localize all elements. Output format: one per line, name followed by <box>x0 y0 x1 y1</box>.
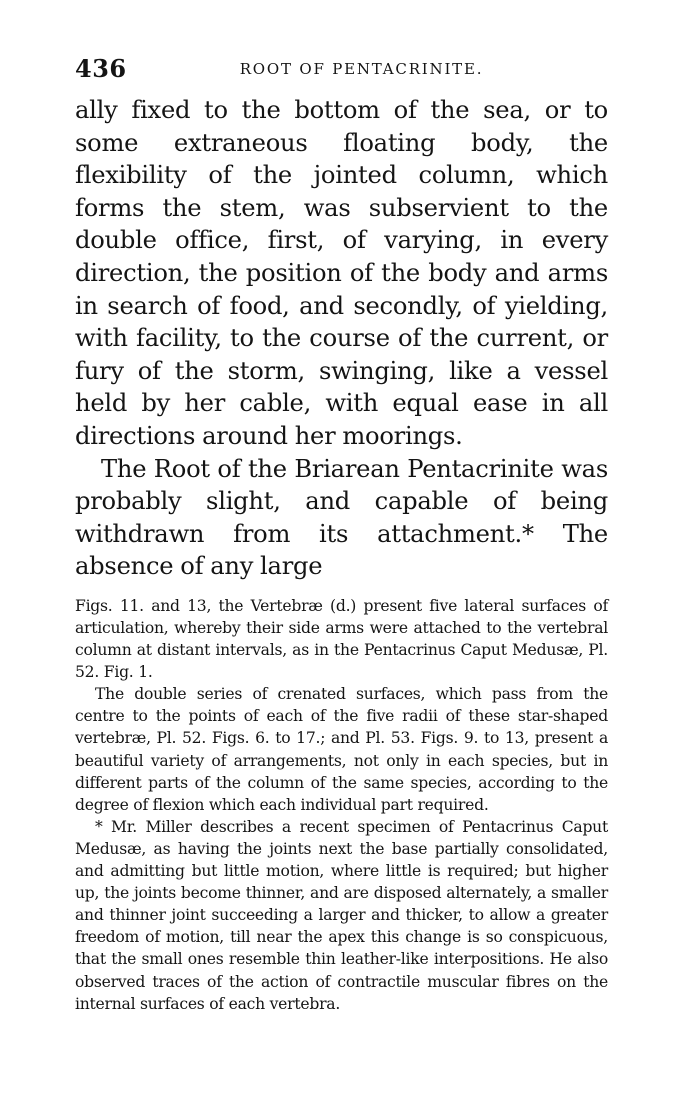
footnote-crenated-surfaces: The double series of crenated surfaces, which pass from the centre to the points of each of the five radii of these star-shaped vertebræ, Pl. 52. Figs. 6. to 17.; and Pl. 53. Figs. 9. to 13, present a beautiful variety of arrangements, not only in each species, but in different parts of the column of the same species, according to the degree of flexion which each individual part required. <box>75 685 608 814</box>
main-text <box>75 94 608 583</box>
footnotes <box>75 595 608 1015</box>
body-paragraph-root: The Root of the Briarean Pentacrinite was probably slight, and capable of being withdrawn from its attachment.* The absence of any large <box>75 454 608 581</box>
running-head <box>75 52 608 92</box>
footnote-miller: * Mr. Miller describes a recent specimen of Pentacrinus Caput Medusæ, as having the joints next the base partially consolidated, and admitting but little motion, where little is required; but higher up, the joints become thinner, and are disposed alternately, a smaller and thinner joint succeeding a larger and thicker, to allow a greater freedom of motion, till near the apex this change is so conspicuous, that the small ones resemble thin leather-like interpositions. He also observed traces of the action of contractile muscular fibres on the internal surfaces of each vertebra. <box>75 817 608 1013</box>
body-paragraph-continued: ally fixed to the bottom of the sea, or to some extraneous floating body, the flexibility of the jointed column, which forms the stem, was subservient to the double office, first, of varying, in every direction, the position of the body and arms in search of food, and secondly, of yielding, with facility, to the course of the current, or fury of the storm, swinging, like a vessel held by her cable, with equal ease in all directions around her moorings. <box>75 96 608 450</box>
page-number: 436 <box>75 54 127 83</box>
footnote-figs: Figs. 11. and 13, the Vertebræ (d.) present five lateral surfaces of articulation, whereby their side arms were attached to the vertebral column at distant intervals, as in the Pentacrinus Caput Medusæ, Pl. 52. Fig. 1. <box>75 596 608 682</box>
running-title: ROOT OF PENTACRINITE. <box>239 60 484 78</box>
